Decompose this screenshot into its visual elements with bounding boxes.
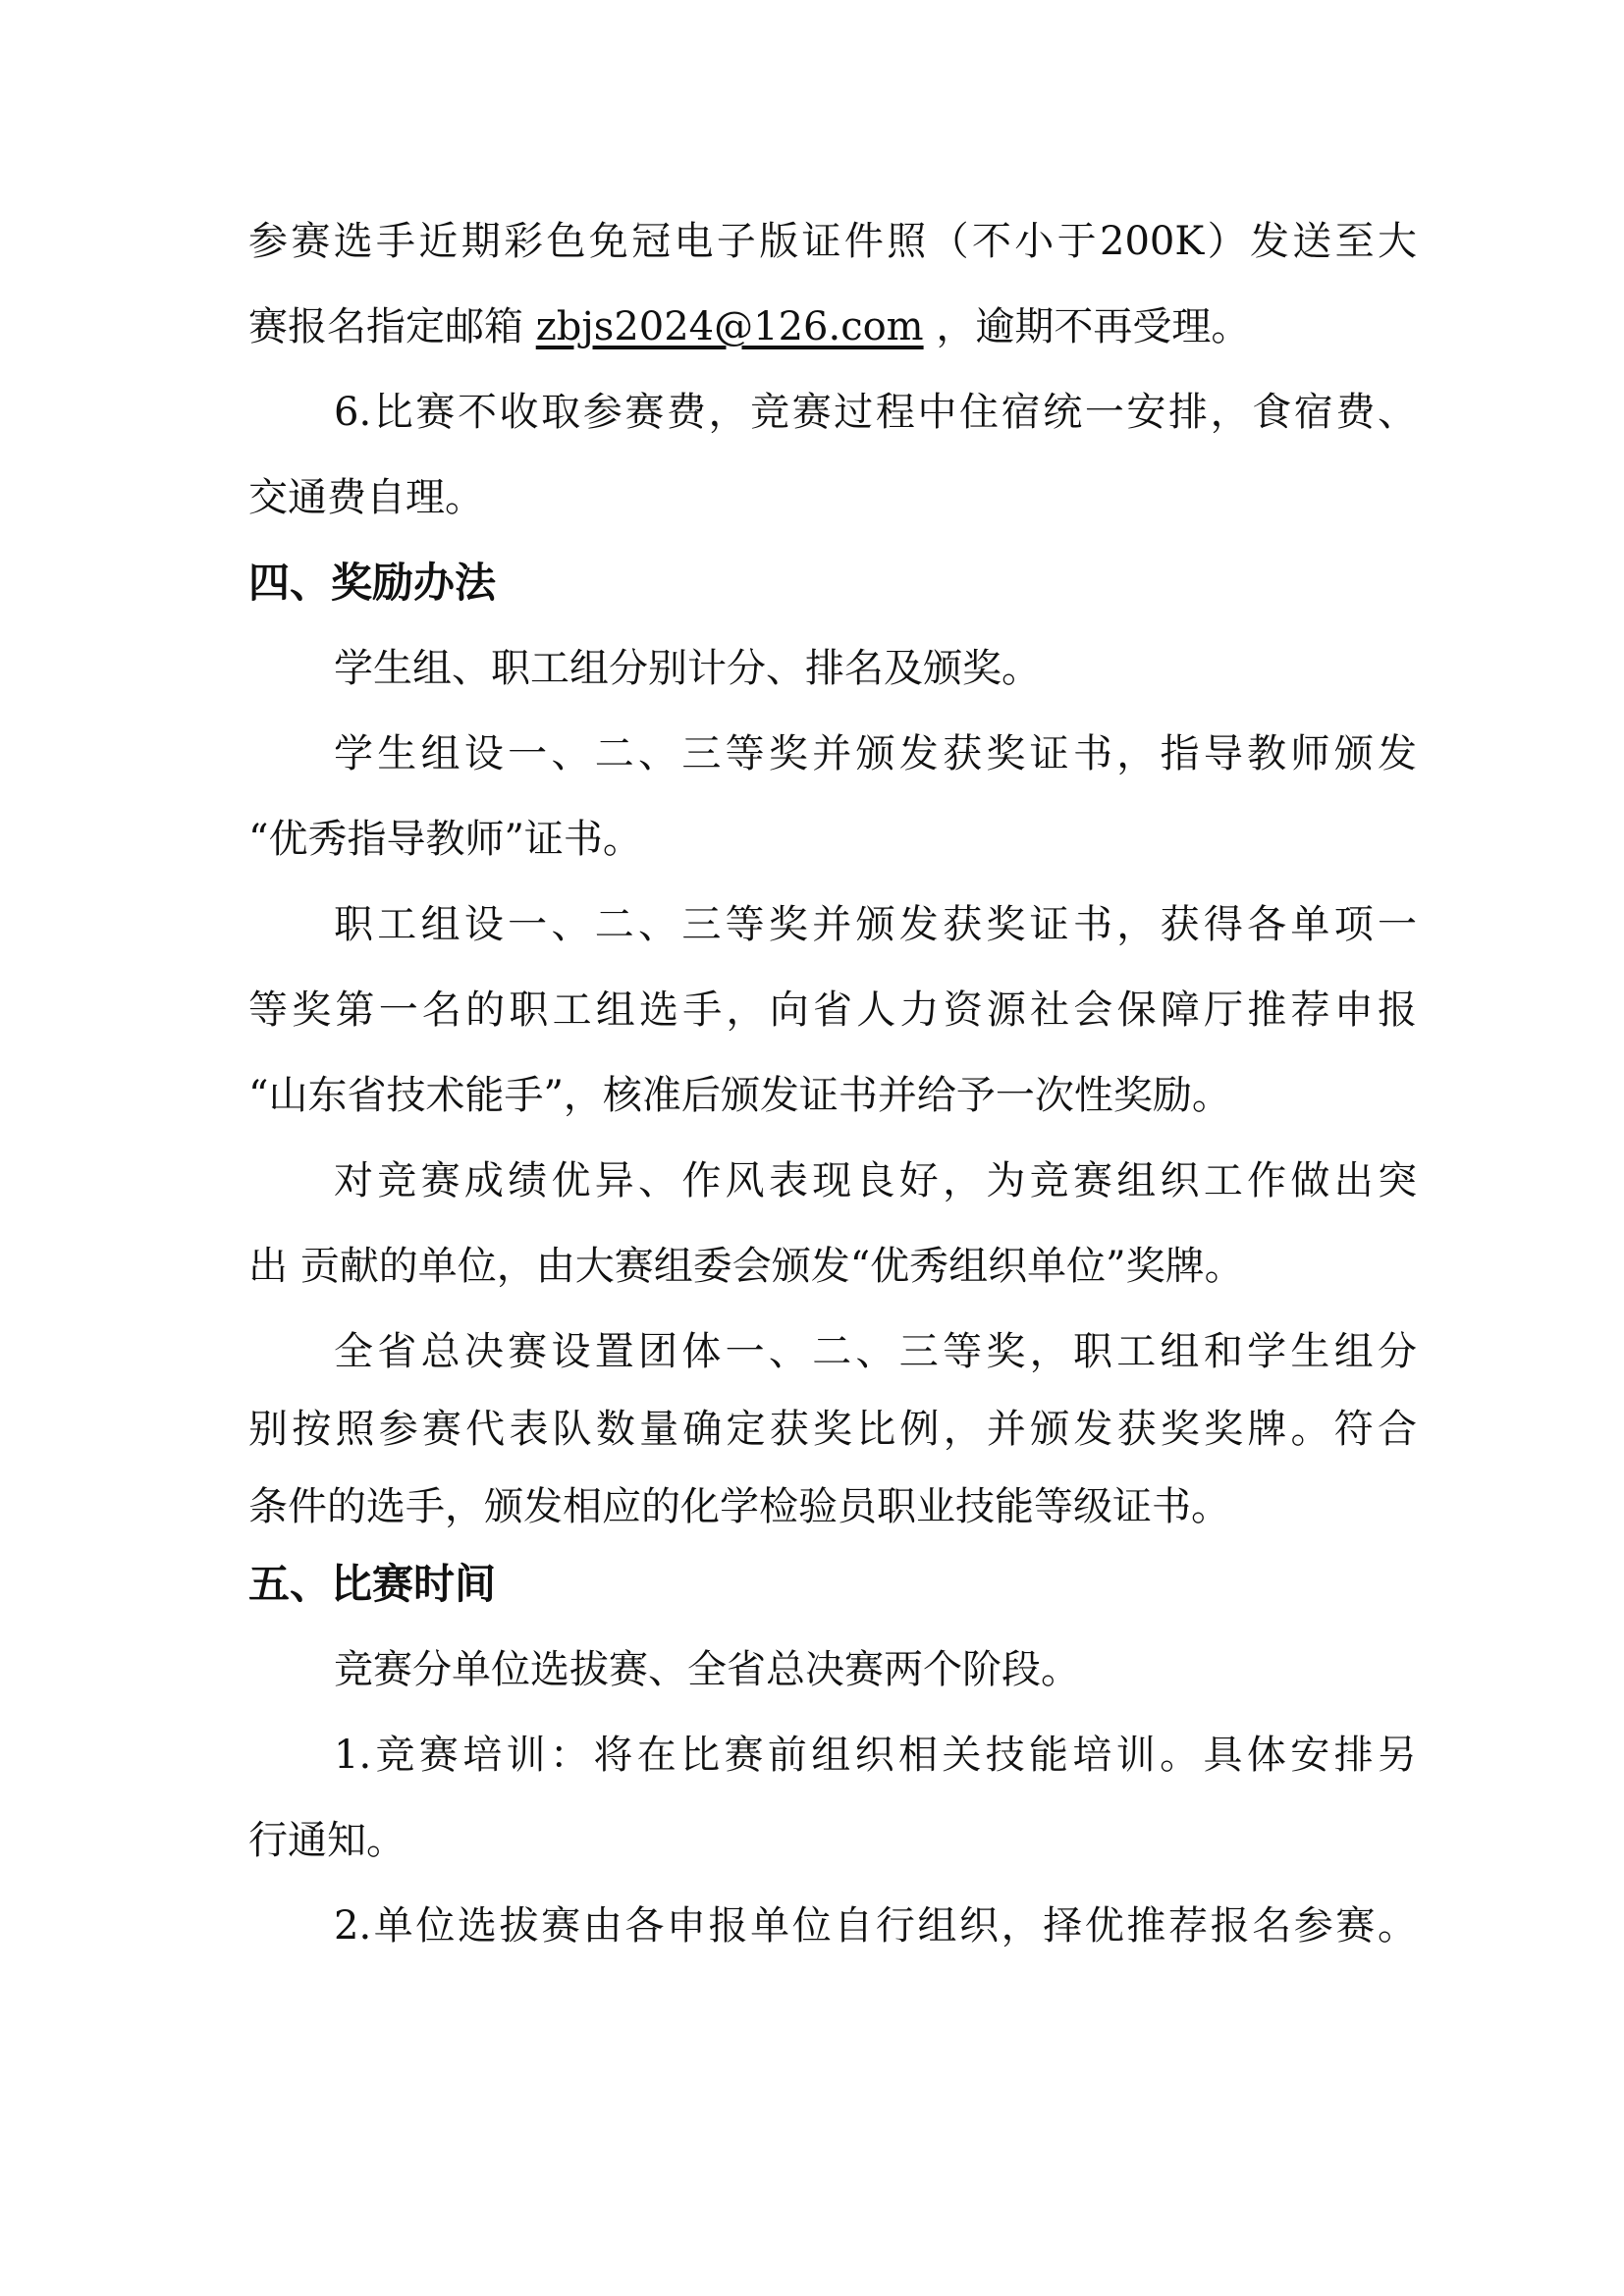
section-4-paragraph-4-line-2: 出 贡献的单位，由大赛组委会颁发“优秀组织单位”奖牌。 — [248, 1244, 1244, 1289]
section-5-item-1-line-1: 1.竞赛培训：将在比赛前组织相关技能培训。具体安排另 — [334, 1733, 1417, 1778]
section-4-paragraph-5-line-3: 条件的选手，颁发相应的化学检验员职业技能等级证书。 — [248, 1484, 1230, 1529]
email-suffix: ，逾期不再受理。 — [936, 304, 1251, 349]
email-prefix: 赛报名指定邮箱 — [248, 304, 523, 349]
registration-photo-line: 参赛选手近期彩色免冠电子版证件照（不小于200K）发送至大 — [248, 219, 1417, 264]
section-4-paragraph-5-line-1: 全省总决赛设置团体一、二、三等奖，职工组和学生组分 — [334, 1329, 1417, 1374]
section-4-paragraph-5-line-2: 别按照参赛代表队数量确定获奖比例，并颁发获奖奖牌。符合 — [248, 1407, 1417, 1452]
registration-email-line — [248, 299, 1417, 354]
registration-email-link[interactable]: zbjs2024@126.com — [535, 304, 924, 349]
section-5-heading: 五、比赛时间 — [248, 1560, 497, 1608]
section-5-item-1-line-2: 行通知。 — [248, 1818, 406, 1863]
section-4-paragraph-1: 学生组、职工组分别计分、排名及颁奖。 — [334, 646, 1041, 691]
section-5-paragraph-1: 竞赛分单位选拔赛、全省总决赛两个阶段。 — [334, 1647, 1080, 1692]
section-4-paragraph-3-line-3: “山东省技术能手”，核准后颁发证书并给予一次性奖励。 — [248, 1073, 1231, 1118]
section-4-paragraph-2-line-1: 学生组设一、二、三等奖并颁发获奖证书，指导教师颁发 — [334, 731, 1417, 776]
section-4-paragraph-4-line-1: 对竞赛成绩优异、作风表现良好，为竞赛组织工作做出突 — [334, 1158, 1417, 1203]
section-4-paragraph-2-line-2: “优秀指导教师”证书。 — [248, 817, 642, 862]
section-4-paragraph-3-line-2: 等奖第一名的职工组选手，向省人力资源社会保障厅推荐申报 — [248, 988, 1417, 1033]
section-4-paragraph-3-line-1: 职工组设一、二、三等奖并颁发获奖证书，获得各单项一 — [334, 902, 1417, 947]
item-6-line-1: 6.比赛不收取参赛费，竞赛过程中住宿统一安排，食宿费、 — [334, 390, 1417, 435]
item-6-line-2: 交通费自理。 — [248, 475, 484, 520]
section-4-heading: 四、奖励办法 — [248, 559, 497, 607]
section-5-item-2-line-1: 2.单位选拔赛由各申报单位自行组织，择优推荐报名参赛。 — [334, 1903, 1417, 1949]
